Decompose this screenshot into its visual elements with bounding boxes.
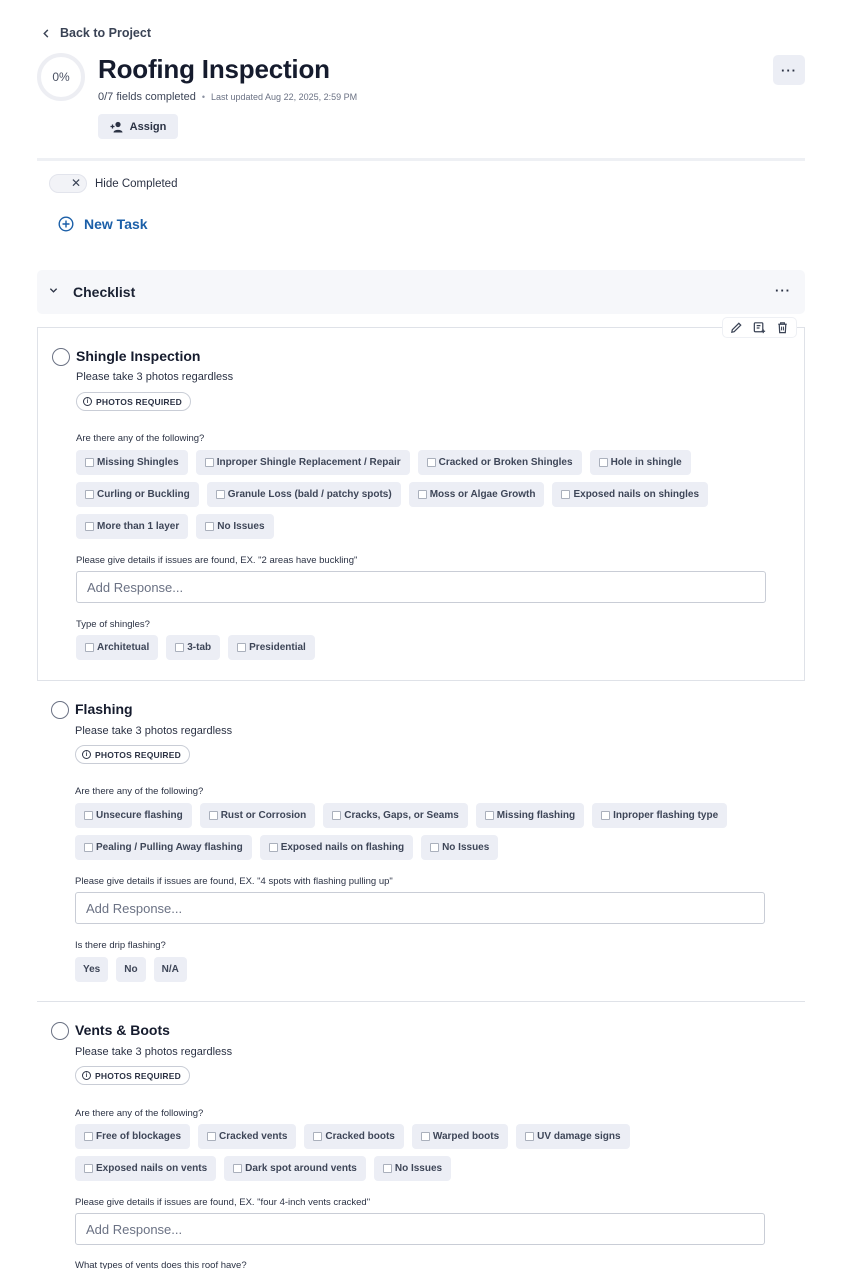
checklist-header[interactable] xyxy=(37,270,805,314)
pencil-icon[interactable] xyxy=(729,320,744,335)
checkbox-icon xyxy=(485,811,494,820)
back-label: Back to Project xyxy=(60,26,152,40)
badge-label: PHOTOS REQUIRED xyxy=(96,396,182,407)
option-label: Exposed nails on shingles xyxy=(573,489,700,500)
checkbox-icon xyxy=(233,1164,242,1173)
chevron-left-icon xyxy=(42,29,51,38)
task-complete-checkbox[interactable] xyxy=(51,701,69,719)
option-label: Exposed nails on vents xyxy=(96,1163,208,1174)
option-chip[interactable] xyxy=(76,635,158,660)
task-description: Please take 3 photos regardless xyxy=(75,725,233,737)
page-title: Roofing Inspection xyxy=(98,54,330,84)
checkbox-icon xyxy=(85,490,94,499)
assign-button[interactable] xyxy=(98,114,178,139)
task-description: Please take 3 photos regardless xyxy=(76,371,234,383)
page-meta xyxy=(98,91,357,103)
option-chips xyxy=(76,635,776,660)
option-label: N/A xyxy=(161,964,179,975)
option-chip[interactable] xyxy=(154,957,187,982)
response-input[interactable]: Add Response... xyxy=(75,1213,765,1245)
response-input[interactable]: Add Response... xyxy=(75,892,765,924)
option-chip[interactable] xyxy=(228,635,315,660)
option-label: Inproper flashing type xyxy=(613,810,719,821)
close-icon: ✕ xyxy=(70,176,81,190)
option-label: Curling or Buckling xyxy=(97,489,190,500)
option-chips xyxy=(76,450,776,539)
option-chip[interactable] xyxy=(374,1156,451,1181)
option-label: Architetual xyxy=(97,642,150,653)
checkbox-icon xyxy=(383,1164,392,1173)
question-label: Please give details if issues are found, EX. "4 spots with flashing pulling up" xyxy=(75,876,393,887)
option-chip[interactable] xyxy=(260,835,413,860)
question-label: Please give details if issues are found, EX. "four 4-inch vents cracked" xyxy=(75,1197,371,1208)
photos-required-badge xyxy=(75,1066,190,1085)
option-label: Cracked boots xyxy=(325,1131,395,1142)
option-label: Presidential xyxy=(249,642,306,653)
checkbox-icon xyxy=(85,643,94,652)
fields-completed: 0/7 fields completed xyxy=(98,91,196,103)
chevron-down-icon xyxy=(49,286,58,295)
question-label: Is there drip flashing? xyxy=(75,940,166,951)
option-label: Moss or Algae Growth xyxy=(429,489,536,500)
option-chip[interactable] xyxy=(409,482,545,507)
option-chip[interactable] xyxy=(75,1156,216,1181)
checkbox-icon xyxy=(561,490,570,499)
progress-ring xyxy=(37,53,85,101)
back-to-project-link[interactable] xyxy=(42,26,151,40)
option-chip[interactable] xyxy=(476,803,584,828)
header-divider xyxy=(37,158,805,161)
option-chip[interactable] xyxy=(323,803,468,828)
option-chip[interactable] xyxy=(116,957,145,982)
option-label: 3-tab xyxy=(187,642,212,653)
option-label: No xyxy=(124,964,138,975)
option-label: Unsecure flashing xyxy=(96,810,183,821)
add-note-icon[interactable] xyxy=(752,320,767,335)
task-complete-checkbox[interactable] xyxy=(51,1022,69,1040)
checkbox-icon xyxy=(525,1132,534,1141)
option-chip[interactable] xyxy=(75,957,108,982)
option-label: More than 1 layer xyxy=(97,521,180,532)
option-chip[interactable] xyxy=(421,835,498,860)
option-label: Dark spot around vents xyxy=(245,1163,357,1174)
option-label: No Issues xyxy=(217,521,265,532)
option-chip[interactable] xyxy=(76,482,199,507)
option-chip[interactable] xyxy=(224,1156,366,1181)
option-label: Cracks, Gaps, or Seams xyxy=(344,810,459,821)
option-chip[interactable] xyxy=(590,450,691,475)
info-icon: i xyxy=(82,750,91,759)
last-updated: Last updated Aug 22, 2025, 2:59 PM xyxy=(211,92,358,102)
checkbox-icon xyxy=(205,522,214,531)
assign-label: Assign xyxy=(129,120,167,133)
task-complete-checkbox[interactable] xyxy=(52,348,70,366)
checkbox-icon xyxy=(332,811,341,820)
question-label: What types of vents does this roof have? xyxy=(75,1260,247,1269)
checkbox-icon xyxy=(84,843,93,852)
option-chip[interactable] xyxy=(418,450,582,475)
checklist-title: Checklist xyxy=(73,284,136,300)
option-chip[interactable] xyxy=(75,835,252,860)
checkbox-icon xyxy=(84,1164,93,1173)
trash-icon[interactable] xyxy=(775,320,790,335)
checkbox-icon xyxy=(269,843,278,852)
info-icon: i xyxy=(82,1071,91,1080)
checkbox-icon xyxy=(84,1132,93,1141)
option-label: Missing Shingles xyxy=(97,457,179,468)
option-label: Free of blockages xyxy=(96,1131,182,1142)
more-icon: ··· xyxy=(781,62,797,78)
option-chip[interactable] xyxy=(76,514,188,539)
option-label: No Issues xyxy=(394,1163,443,1174)
option-chip[interactable] xyxy=(196,514,273,539)
option-label: Inproper Shingle Replacement / Repair xyxy=(216,457,401,468)
option-label: Granule Loss (bald / patchy spots) xyxy=(227,489,392,500)
new-task-label: New Task xyxy=(84,216,148,232)
checkbox-icon xyxy=(85,458,94,467)
task-title: Shingle Inspection xyxy=(76,348,201,364)
question-label: Are there any of the following? xyxy=(76,433,205,444)
checkbox-icon xyxy=(205,458,214,467)
option-chip[interactable] xyxy=(196,450,410,475)
option-chip[interactable] xyxy=(592,803,727,828)
new-task-button[interactable] xyxy=(58,216,148,232)
checkbox-icon xyxy=(84,811,93,820)
option-chip[interactable] xyxy=(412,1124,508,1149)
option-chips xyxy=(75,803,775,860)
task-title: Vents & Boots xyxy=(75,1022,170,1038)
option-chip[interactable] xyxy=(75,803,192,828)
option-chip[interactable] xyxy=(76,450,188,475)
option-label: Pealing / Pulling Away flashing xyxy=(96,842,243,853)
checkbox-icon xyxy=(207,1132,216,1141)
question-label: Are there any of the following? xyxy=(75,786,204,797)
checkbox-icon xyxy=(85,522,94,531)
option-chip[interactable] xyxy=(75,1124,190,1149)
hide-completed-label: Hide Completed xyxy=(95,177,178,190)
plus-circle-icon xyxy=(58,216,74,232)
hide-completed-toggle-row xyxy=(49,174,177,193)
checkbox-icon xyxy=(427,458,436,467)
option-chip[interactable] xyxy=(516,1124,629,1149)
response-input[interactable]: Add Response... xyxy=(76,571,766,603)
checkbox-icon xyxy=(421,1132,430,1141)
option-label: Missing flashing xyxy=(496,810,576,821)
question-label: Type of shingles? xyxy=(76,619,150,630)
option-label: No Issues xyxy=(442,842,490,853)
checklist-more-button[interactable]: ··· xyxy=(775,283,791,298)
badge-label: PHOTOS REQUIRED xyxy=(95,749,181,760)
question-label: Are there any of the following? xyxy=(75,1108,204,1119)
task-description: Please take 3 photos regardless xyxy=(75,1046,233,1058)
option-label: Cracked vents xyxy=(219,1131,288,1142)
task-card-vents-boots xyxy=(37,1002,805,1269)
option-label: Rust or Corrosion xyxy=(220,810,307,821)
checkbox-icon xyxy=(175,643,184,652)
task-toolbar xyxy=(723,318,796,337)
checkbox-icon xyxy=(313,1132,322,1141)
meta-separator: • xyxy=(201,92,205,102)
checkbox-icon xyxy=(430,843,439,852)
photos-required-badge xyxy=(75,745,190,764)
task-title: Flashing xyxy=(75,701,133,717)
checkbox-icon xyxy=(601,811,610,820)
photos-required-badge xyxy=(76,392,191,411)
option-chip[interactable] xyxy=(207,482,401,507)
option-chip[interactable] xyxy=(200,803,316,828)
option-chip[interactable] xyxy=(552,482,708,507)
checkbox-icon xyxy=(209,811,218,820)
progress-value: 0% xyxy=(52,70,70,84)
checkbox-icon xyxy=(599,458,608,467)
badge-label: PHOTOS REQUIRED xyxy=(95,1070,181,1081)
info-icon: i xyxy=(83,397,92,406)
option-chip[interactable] xyxy=(166,635,220,660)
question-label: Please give details if issues are found, EX. "2 areas have buckling" xyxy=(76,555,358,566)
option-label: Hole in shingle xyxy=(610,457,682,468)
checkbox-icon xyxy=(418,490,427,499)
page-more-button[interactable] xyxy=(773,55,805,85)
option-chips xyxy=(75,957,775,982)
option-label: Exposed nails on flashing xyxy=(280,842,405,853)
task-card-shingle-inspection xyxy=(37,327,805,681)
option-label: UV damage signs xyxy=(537,1131,621,1142)
option-label: Cracked or Broken Shingles xyxy=(438,457,573,468)
task-card-flashing xyxy=(37,681,805,1001)
add-person-icon xyxy=(110,121,124,133)
option-label: Yes xyxy=(83,964,101,975)
option-chip[interactable] xyxy=(198,1124,296,1149)
checkbox-icon xyxy=(216,490,225,499)
hide-completed-toggle[interactable] xyxy=(49,174,87,193)
option-chip[interactable] xyxy=(304,1124,403,1149)
option-chips xyxy=(75,1124,775,1181)
checkbox-icon xyxy=(237,643,246,652)
option-label: Warped boots xyxy=(432,1131,500,1142)
